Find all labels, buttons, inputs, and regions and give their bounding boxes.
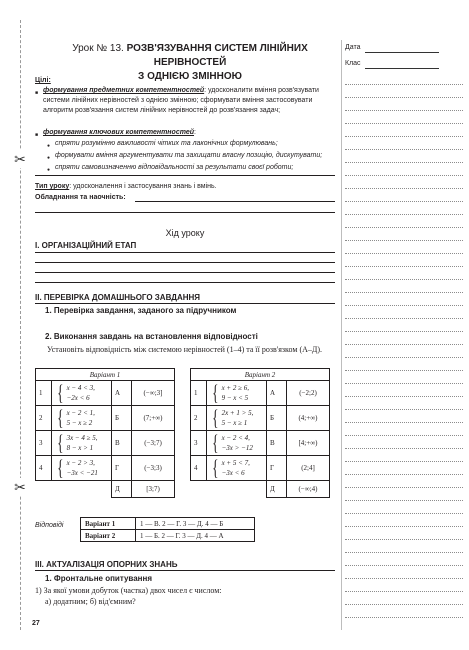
answer-interval: (−3;3): [132, 456, 175, 481]
notes-line[interactable]: [345, 318, 463, 319]
system-bottom: 8 − x > 1: [66, 444, 94, 452]
table-row: [36, 381, 175, 406]
row-number: 1: [191, 381, 207, 406]
table-row: [191, 406, 330, 431]
notes-line[interactable]: [345, 110, 463, 111]
page-number: 27: [32, 620, 40, 627]
answer-interval: (−∞;4): [287, 481, 330, 498]
divider: [35, 303, 335, 304]
notes-line[interactable]: [345, 578, 463, 579]
notes-divider: [341, 40, 342, 630]
row-number: 4: [191, 456, 207, 481]
divider: [35, 252, 335, 253]
answer-letter: А: [267, 381, 287, 406]
notes-line[interactable]: [345, 84, 463, 85]
course-title: Хід уроку: [165, 228, 205, 238]
system-bottom: −3x < 6: [221, 469, 245, 477]
answer-interval: (4;+∞): [287, 406, 330, 431]
goals-subject-label: формування предметних компетентностей: [43, 87, 205, 94]
row-number: 1: [36, 381, 52, 406]
notes-line[interactable]: [345, 331, 463, 332]
notes-line[interactable]: [345, 461, 463, 462]
inequality-system: { x + 5 < 7, −3x < 6: [212, 455, 250, 480]
system-top: x − 2 > 3,: [66, 459, 95, 467]
table-row: [191, 381, 330, 406]
answer-letter: В: [267, 431, 287, 456]
notes-line[interactable]: [345, 396, 463, 397]
notes-line[interactable]: [345, 513, 463, 514]
notes-line[interactable]: [345, 253, 463, 254]
notes-line[interactable]: [345, 474, 463, 475]
answer-variant: Варіант 2: [81, 530, 136, 542]
goals-subject-text: : удосконалити вміння розв'язувати системи лінійних нерівностей з однією змінною; сформувати вміння застосовувати алгоритм розв'язання систем лінійних нерівностей до розв'язання задач;: [43, 87, 319, 114]
inequality-system: { x + 2 ≥ 6, 9 − x < 5: [212, 380, 249, 405]
answer-variant: Варіант 1: [81, 518, 136, 530]
notes-line[interactable]: [345, 500, 463, 501]
section-2-heading: ІІ. ПЕРЕВІРКА ДОМАШНЬОГО ЗАВДАННЯ: [35, 293, 201, 302]
key-item-text: спряти самовизначенню відповідальності за результати своєї роботи;: [55, 164, 294, 171]
table-row: [191, 456, 330, 481]
system-bottom: 9 − x < 5: [221, 394, 249, 402]
notes-line[interactable]: [345, 279, 463, 280]
notes-line[interactable]: [345, 162, 463, 163]
notes-line[interactable]: [345, 487, 463, 488]
answer-interval: (−2;2): [287, 381, 330, 406]
system-top: x + 2 ≥ 6,: [221, 384, 249, 392]
notes-line[interactable]: [345, 409, 463, 410]
table-row: [191, 431, 330, 456]
key-item-3: [55, 163, 335, 173]
answer-letter: Б: [112, 406, 132, 431]
system-bottom: −3x > −12: [221, 444, 253, 452]
title-line-1: РОЗВ'ЯЗУВАННЯ СИСТЕМ ЛІНІЙНИХ НЕРІВНОСТЕЙ: [126, 43, 308, 68]
system-bottom: −2x < 6: [66, 394, 90, 402]
notes-line[interactable]: [345, 370, 463, 371]
question-1-line-2: а) додатним; б) від'ємним?: [45, 597, 136, 606]
class-field[interactable]: [365, 68, 439, 69]
answer-line[interactable]: [35, 262, 335, 263]
answer-letter: Д: [112, 481, 132, 498]
inequality-system: { 2x + 1 > 5, 5 − x ≥ 1: [212, 405, 254, 430]
notes-line[interactable]: [345, 344, 463, 345]
date-label: Дата: [345, 44, 361, 51]
class-label: Клас: [345, 60, 361, 67]
system-top: x − 2 < 4,: [221, 434, 250, 442]
variant-2-table: [190, 368, 330, 498]
goals-heading: Цілі:: [35, 77, 51, 84]
equipment-line[interactable]: [35, 212, 335, 213]
scissors-icon: ✂: [12, 150, 28, 168]
answer-interval: (−3;7): [132, 431, 175, 456]
answer-interval: [4;+∞): [287, 431, 330, 456]
row-number: 2: [36, 406, 52, 431]
date-field[interactable]: [365, 52, 439, 53]
goals-key-suffix: :: [194, 129, 196, 136]
system-top: 2x + 1 > 5,: [221, 409, 254, 417]
divider: [35, 175, 335, 176]
notes-line[interactable]: [345, 383, 463, 384]
key-item-1: [55, 139, 335, 149]
section-2-2-heading: 2. Виконання завдань на встановлення відповідності: [45, 332, 258, 341]
cut-line: [20, 20, 21, 630]
system-bottom: 5 − x ≥ 2: [66, 419, 93, 427]
notes-line[interactable]: [345, 617, 463, 618]
variant-1-table: [35, 368, 175, 498]
answers-label: Відповіді: [35, 522, 64, 529]
table-row: [36, 456, 175, 481]
inequality-system: { x − 4 < 3, −2x < 6: [57, 380, 95, 405]
lesson-type-label: Тип уроку: [35, 183, 70, 190]
title-line-2: З ОДНІЄЮ ЗМІННОЮ: [138, 71, 242, 82]
page-title: [45, 42, 335, 84]
notes-line[interactable]: [345, 305, 463, 306]
variant-1-title: Варіант 1: [36, 369, 175, 381]
system-top: x + 5 < 7,: [221, 459, 250, 467]
notes-line[interactable]: [345, 149, 463, 150]
notes-line[interactable]: [345, 201, 463, 202]
variant-2-title: Варіант 2: [191, 369, 330, 381]
notes-line[interactable]: [345, 539, 463, 540]
lesson-type-text: : удосконалення і застосування знань і вмінь.: [69, 183, 217, 190]
notes-line[interactable]: [345, 227, 463, 228]
inequality-system: { 3x − 4 ≥ 5, 8 − x > 1: [57, 430, 98, 455]
question-1-line-1: 1) За якої умови добуток (частка) двох чисел є числом:: [35, 586, 222, 595]
system-top: 3x − 4 ≥ 5,: [66, 434, 98, 442]
inequality-system: { x − 2 < 4, −3x > −12: [212, 430, 253, 455]
notes-line[interactable]: [345, 552, 463, 553]
notes-line[interactable]: [345, 188, 463, 189]
answer-interval: (−∞;3]: [132, 381, 175, 406]
system-bottom: −3x < −21: [66, 469, 98, 477]
answer-interval: (2;4]: [287, 456, 330, 481]
notes-line[interactable]: [345, 448, 463, 449]
table-row: [81, 530, 255, 542]
divider: [35, 570, 335, 571]
notes-line[interactable]: [345, 136, 463, 137]
notes-line[interactable]: [345, 357, 463, 358]
answer-interval: [3;7): [132, 481, 175, 498]
key-item-text: спряти розумінню важливості чітких та лаконічних формулювань;: [55, 140, 278, 147]
equipment-line[interactable]: [135, 201, 335, 202]
scissors-icon: ✂: [12, 478, 28, 496]
notes-line[interactable]: [345, 214, 463, 215]
row-number: 2: [191, 406, 207, 431]
notes-line[interactable]: [345, 292, 463, 293]
answer-line[interactable]: [35, 272, 335, 273]
table-row: [191, 481, 330, 498]
section-2-1-heading: 1. Перевірка завдання, заданого за підручником: [45, 306, 237, 315]
section-1-heading: І. ОРГАНІЗАЦІЙНИЙ ЕТАП: [35, 241, 137, 250]
goals-key-label: формування ключових компетентностей: [43, 129, 195, 136]
inequality-system: { x − 2 < 1, 5 − x ≥ 2: [57, 405, 95, 430]
notes-line[interactable]: [345, 175, 463, 176]
notes-line[interactable]: [345, 97, 463, 98]
key-item-text: формувати вміння аргументувати та захищати власну позицію, дискутувати;: [55, 152, 323, 159]
answer-letter: Б: [267, 406, 287, 431]
task-instruction: Установіть відповідність між системою нерівностей (1–4) та її розв'язком (А–Д).: [47, 345, 323, 354]
system-top: x − 4 < 3,: [66, 384, 95, 392]
system-top: x − 2 < 1,: [66, 409, 95, 417]
section-3-1-heading: 1. Фронтальне опитування: [45, 574, 152, 583]
table-row: [81, 518, 255, 530]
notes-line[interactable]: [345, 266, 463, 267]
answer-letter: Д: [267, 481, 287, 498]
answer-key: 1 — В. 2 — Г. 3 — Д. 4 — Б: [136, 518, 255, 530]
answer-key: 1 — Б. 2 — Г. 3 — Д. 4 — А: [136, 530, 255, 542]
goals-subject: [43, 86, 335, 116]
table-row: [36, 406, 175, 431]
notes-line[interactable]: [345, 565, 463, 566]
table-row: [36, 481, 175, 498]
table-row: [36, 431, 175, 456]
answer-letter: В: [112, 431, 132, 456]
answer-letter: А: [112, 381, 132, 406]
key-item-2: [55, 151, 335, 161]
notes-line[interactable]: [345, 526, 463, 527]
equipment-label: Обладнання та наочність:: [35, 194, 126, 201]
system-bottom: 5 − x ≥ 1: [221, 419, 248, 427]
notes-line[interactable]: [345, 435, 463, 436]
inequality-system: { x − 2 > 3, −3x < −21: [57, 455, 98, 480]
answer-letter: Г: [112, 456, 132, 481]
answer-line[interactable]: [35, 282, 335, 283]
answer-interval: (7;+∞): [132, 406, 175, 431]
row-number: 3: [191, 431, 207, 456]
row-number: 3: [36, 431, 52, 456]
notes-line[interactable]: [345, 240, 463, 241]
goals-key: [43, 128, 335, 138]
answer-letter: Г: [267, 456, 287, 481]
notes-line[interactable]: [345, 422, 463, 423]
notes-line[interactable]: [345, 604, 463, 605]
notes-line[interactable]: [345, 123, 463, 124]
notes-line[interactable]: [345, 591, 463, 592]
lesson-type: [35, 182, 335, 192]
section-3-heading: ІІІ. АКТУАЛІЗАЦІЯ ОПОРНИХ ЗНАНЬ: [35, 560, 178, 569]
row-number: 4: [36, 456, 52, 481]
lesson-label: Урок № 13.: [72, 43, 124, 54]
answers-table: [80, 517, 255, 542]
